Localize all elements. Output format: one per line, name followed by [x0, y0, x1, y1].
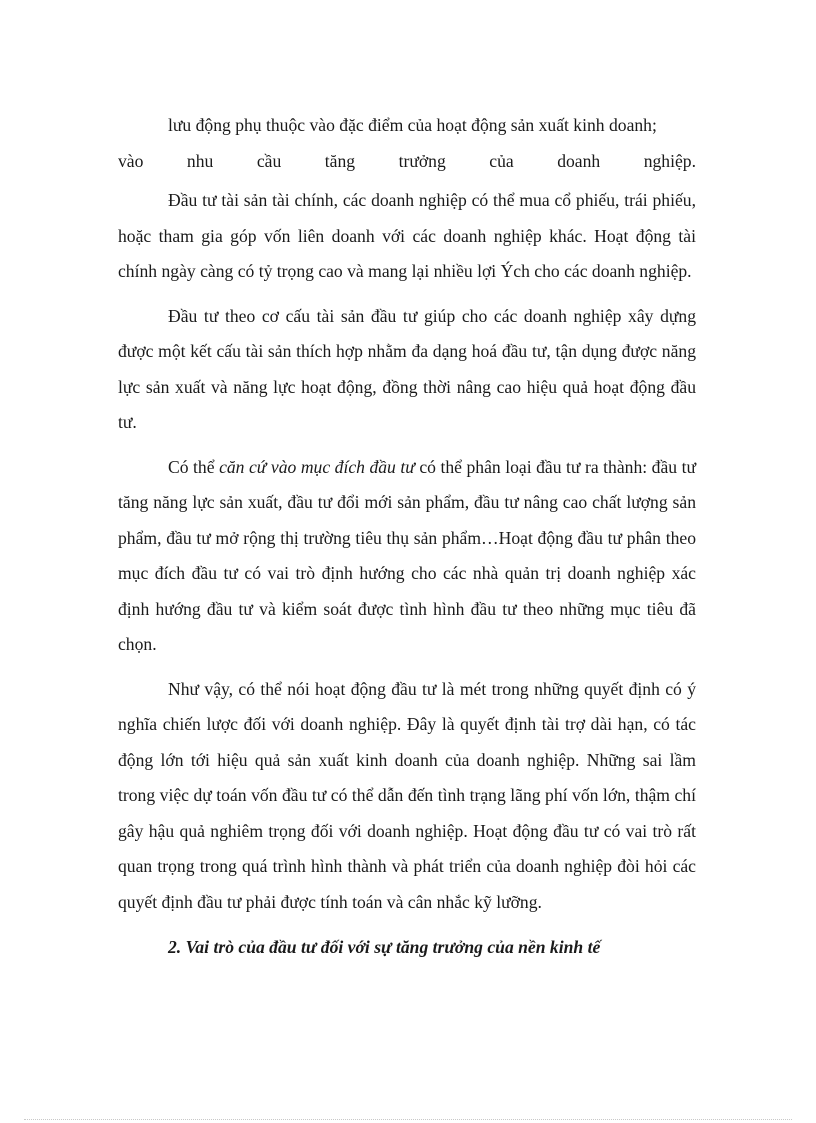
paragraph-financial-assets: Đầu tư tài sản tài chính, các doanh nghiệp có thể mua cổ phiếu, trái phiếu, hoặc tham gia góp vốn liên doanh với các doanh nghiệp khác. Hoạt động tài chính ngày càng có tỷ trọng cao và mang lại nhiều lợi Ých cho các doanh nghiệp. [118, 190, 696, 281]
paragraph-text: Có thể [168, 456, 220, 477]
paragraph-continuation [118, 108, 696, 179]
section-heading: 2. Vai trò của đầu tư đối với sự tăng trưởng của nền kinh tế [168, 937, 601, 957]
paragraph-line: vào nhu cầu tăng trưởng của doanh nghiệp. [118, 150, 696, 171]
paragraph-line: lưu động phụ thuộc vào đặc điểm của hoạt động sản xuất kinh doanh; [168, 115, 657, 135]
paragraph-text: có thể phân loại đầu tư ra thành: đầu tư tăng năng lực sản xuất, đầu tư đổi mới sản phẩm, đầu tư nâng cao chất lượng sản phẩm, đầu tư mở rộng thị trường tiêu thụ sản phẩm…Hoạt động đầu tư phân theo mục đích đầu tư có vai trò định hướng cho các nhà quản trị doanh nghiệp xác định hướng đầu tư và kiểm soát được tình hình đầu tư theo những mục tiêu đã chọn. [118, 456, 697, 654]
paragraph-asset-structure: Đầu tư theo cơ cấu tài sản đầu tư giúp cho các doanh nghiệp xây dựng được một kết cấu tài sản thích hợp nhằm đa dạng hoá đầu tư, tận dụng được năng lực sản xuất và năng lực hoạt động, đồng thời nâng cao hiệu quả hoạt động đầu tư. [118, 305, 696, 432]
page-bottom-rule [24, 1119, 792, 1120]
emphasis-text: căn cứ vào mục đích đầu tư [219, 456, 415, 477]
document-page [118, 108, 696, 966]
paragraph-investment-purpose [118, 450, 696, 663]
paragraph-conclusion: Như vậy, có thể nói hoạt động đầu tư là mét trong những quyết định có ý nghĩa chiến lược đối với doanh nghiệp. Đây là quyết định tài trợ dài hạn, có tác động lớn tới hiệu quả sản xuất kinh doanh của doanh nghiệp. Những sai lầm trong việc dự toán vốn đầu tư có thể dẫn đến tình trạng lãng phí vốn lớn, thậm chí gây hậu quả nghiêm trọng đối với doanh nghiệp. Hoạt động đầu tư có vai trò rất quan trọng trong quá trình hình thành và phát triển của doanh nghiệp đòi hỏi các quyết định đầu tư phải được tính toán và cân nhắc kỹ lưỡng. [118, 678, 696, 912]
